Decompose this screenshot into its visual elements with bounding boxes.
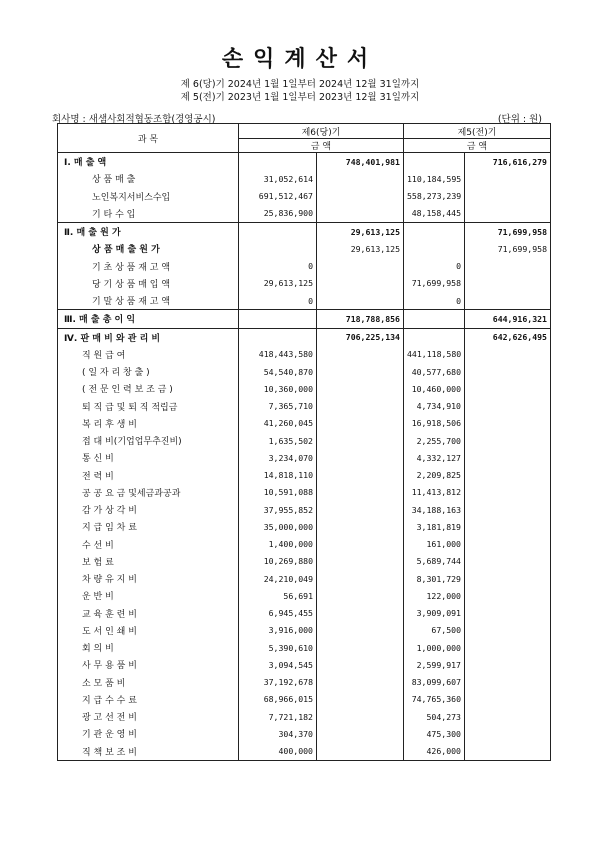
current-detail-amount: 54,540,870 [239,363,317,380]
previous-detail-amount: 558,273,239 [404,188,465,205]
current-detail-amount: 0 [239,292,317,310]
table-body [58,153,551,761]
previous-detail-amount [404,153,465,171]
header-previous-amount: 금 액 [404,139,551,153]
current-detail-amount: 1,400,000 [239,536,317,553]
row-label: 회 의 비 [58,639,239,656]
row-label: Ⅲ. 매 출 총 이 익 [58,310,239,328]
row-label: Ⅰ. 매 출 액 [58,153,239,171]
current-total-amount [317,380,404,397]
previous-total-amount [465,518,551,535]
previous-detail-amount: 4,332,127 [404,449,465,466]
previous-detail-amount: 4,734,910 [404,398,465,415]
table-row [58,275,551,292]
previous-detail-amount: 5,689,744 [404,553,465,570]
previous-total-amount: 71,699,958 [465,240,551,257]
table-row [58,536,551,553]
current-total-amount [317,518,404,535]
current-detail-amount: 10,269,880 [239,553,317,570]
table-row [58,398,551,415]
previous-total-amount [465,725,551,742]
current-total-amount [317,501,404,518]
current-total-amount [317,691,404,708]
previous-detail-amount [404,223,465,241]
current-detail-amount [239,223,317,241]
table-row [58,153,551,171]
table-row [58,674,551,691]
row-label: 사 무 용 품 비 [58,656,239,673]
unit-label: (단위 : 원) [497,114,542,125]
row-label: 접 대 비(기업업무추진비) [58,432,239,449]
table-row [58,258,551,275]
document-title: 손익계산서 [221,47,379,72]
header-subject: 과 목 [58,124,239,153]
row-label: 전 력 비 [58,467,239,484]
previous-total-amount [465,536,551,553]
previous-total-amount: 642,626,495 [465,328,551,346]
previous-detail-amount: 161,000 [404,536,465,553]
table-row [58,205,551,223]
table-row [58,170,551,187]
current-detail-amount: 24,210,049 [239,570,317,587]
table-row [58,346,551,363]
row-label: 도 서 인 쇄 비 [58,622,239,639]
row-label: 지 급 임 차 료 [58,518,239,535]
row-label: 소 모 품 비 [58,674,239,691]
previous-detail-amount: 2,255,700 [404,432,465,449]
current-total-amount: 706,225,134 [317,328,404,346]
row-label: 복 리 후 생 비 [58,415,239,432]
previous-detail-amount: 74,765,360 [404,691,465,708]
current-total-amount [317,639,404,656]
previous-detail-amount: 83,099,607 [404,674,465,691]
previous-total-amount [465,188,551,205]
previous-total-amount [465,170,551,187]
previous-total-amount [465,656,551,673]
row-label: 직 책 보 조 비 [58,743,239,761]
previous-total-amount [465,570,551,587]
previous-detail-amount: 0 [404,292,465,310]
current-detail-amount: 31,052,614 [239,170,317,187]
previous-detail-amount: 3,909,091 [404,605,465,622]
current-detail-amount: 5,390,610 [239,639,317,656]
previous-total-amount [465,292,551,310]
table-row [58,691,551,708]
current-detail-amount: 56,691 [239,587,317,604]
current-detail-amount: 418,443,580 [239,346,317,363]
previous-total-amount [465,743,551,761]
table-row [58,240,551,257]
table-row [58,449,551,466]
current-total-amount [317,449,404,466]
current-total-amount [317,275,404,292]
row-label: 기 관 운 영 비 [58,725,239,742]
previous-total-amount [465,674,551,691]
table-row [58,639,551,656]
header-current-period: 제6(당)기 [239,124,404,139]
income-statement-table [57,123,551,761]
current-detail-amount [239,153,317,171]
previous-detail-amount: 122,000 [404,587,465,604]
previous-total-amount [465,415,551,432]
row-label: 보 험 료 [58,553,239,570]
current-detail-amount: 3,234,070 [239,449,317,466]
current-total-amount [317,725,404,742]
current-detail-amount [239,328,317,346]
row-label: 광 고 선 전 비 [58,708,239,725]
current-detail-amount: 1,635,502 [239,432,317,449]
header-previous-period: 제5(전)기 [404,124,551,139]
row-label: 통 신 비 [58,449,239,466]
current-detail-amount: 37,955,852 [239,501,317,518]
current-total-amount [317,743,404,761]
current-total-amount: 718,788,856 [317,310,404,328]
current-detail-amount: 41,260,045 [239,415,317,432]
row-label: 직 원 급 여 [58,346,239,363]
previous-detail-amount: 71,699,958 [404,275,465,292]
row-label: 노인복지서비스수입 [58,188,239,205]
row-label: 감 가 상 각 비 [58,501,239,518]
previous-total-amount [465,691,551,708]
current-total-amount [317,484,404,501]
current-total-amount [317,363,404,380]
table-row [58,570,551,587]
period-current: 제 6(당)기 2024년 1월 1일부터 2024년 12월 31일까지 [180,79,420,90]
table-row [58,656,551,673]
previous-detail-amount: 67,500 [404,622,465,639]
current-total-amount [317,205,404,223]
row-label: ( 일 자 리 창 출 ) [58,363,239,380]
previous-total-amount: 716,616,279 [465,153,551,171]
previous-detail-amount [404,240,465,257]
row-label: 기 말 상 품 재 고 액 [58,292,239,310]
row-label: Ⅳ. 판 매 비 와 관 리 비 [58,328,239,346]
row-label: 공 공 요 금 및세금과공과 [58,484,239,501]
table-row [58,743,551,761]
current-total-amount [317,188,404,205]
previous-detail-amount: 2,599,917 [404,656,465,673]
table-row [58,380,551,397]
previous-total-amount [465,258,551,275]
previous-total-amount [465,398,551,415]
current-detail-amount: 7,721,182 [239,708,317,725]
previous-total-amount [465,553,551,570]
current-total-amount [317,415,404,432]
row-label: 당 기 상 품 매 입 액 [58,275,239,292]
current-total-amount [317,536,404,553]
table-row [58,223,551,241]
previous-total-amount: 644,916,321 [465,310,551,328]
previous-total-amount [465,363,551,380]
previous-total-amount [465,605,551,622]
previous-total-amount [465,346,551,363]
table-row [58,708,551,725]
row-label: 교 육 훈 련 비 [58,605,239,622]
previous-total-amount [465,380,551,397]
current-total-amount [317,258,404,275]
current-detail-amount: 691,512,467 [239,188,317,205]
row-label: 차 량 유 지 비 [58,570,239,587]
current-detail-amount: 29,613,125 [239,275,317,292]
previous-detail-amount: 3,181,819 [404,518,465,535]
previous-total-amount [465,639,551,656]
previous-total-amount [465,708,551,725]
current-total-amount [317,708,404,725]
company-name: 회사명 : 새샘사회적협동조합(경영공시) [52,114,216,125]
current-total-amount [317,553,404,570]
row-label: 상 품 매 출 원 가 [58,240,239,257]
table-row [58,622,551,639]
previous-detail-amount: 0 [404,258,465,275]
current-total-amount [317,622,404,639]
previous-total-amount: 71,699,958 [465,223,551,241]
table-row [58,415,551,432]
row-label: 상 품 매 출 [58,170,239,187]
current-detail-amount: 3,916,000 [239,622,317,639]
current-total-amount [317,170,404,187]
current-detail-amount: 25,836,900 [239,205,317,223]
table-row [58,292,551,310]
current-total-amount [317,605,404,622]
previous-detail-amount: 11,413,812 [404,484,465,501]
table-row [58,553,551,570]
current-detail-amount: 14,818,110 [239,467,317,484]
current-total-amount [317,570,404,587]
current-detail-amount: 10,360,000 [239,380,317,397]
previous-detail-amount: 441,118,580 [404,346,465,363]
table-row [58,501,551,518]
previous-detail-amount: 426,000 [404,743,465,761]
table-row [58,587,551,604]
current-detail-amount: 68,966,015 [239,691,317,708]
previous-total-amount [465,484,551,501]
header-current-amount: 금 액 [239,139,404,153]
previous-total-amount [465,275,551,292]
table-row [58,310,551,328]
current-total-amount: 29,613,125 [317,240,404,257]
row-label: ( 전 문 인 력 보 조 금 ) [58,380,239,397]
previous-detail-amount: 110,184,595 [404,170,465,187]
current-total-amount [317,674,404,691]
row-label: 기 타 수 입 [58,205,239,223]
previous-detail-amount: 40,577,680 [404,363,465,380]
table-row [58,467,551,484]
previous-total-amount [465,449,551,466]
current-detail-amount: 0 [239,258,317,275]
previous-detail-amount: 16,918,506 [404,415,465,432]
previous-total-amount [465,501,551,518]
period-previous: 제 5(전)기 2023년 1월 1일부터 2023년 12월 31일까지 [180,92,420,103]
previous-total-amount [465,205,551,223]
row-label: 기 초 상 품 재 고 액 [58,258,239,275]
previous-detail-amount: 8,301,729 [404,570,465,587]
previous-detail-amount: 2,209,825 [404,467,465,484]
row-label: 지 급 수 수 료 [58,691,239,708]
previous-detail-amount: 475,300 [404,725,465,742]
previous-total-amount [465,587,551,604]
table-row [58,328,551,346]
table-row [58,518,551,535]
current-detail-amount: 35,000,000 [239,518,317,535]
table-row [58,605,551,622]
previous-total-amount [465,432,551,449]
current-total-amount [317,587,404,604]
table-row [58,432,551,449]
current-detail-amount: 3,094,545 [239,656,317,673]
current-detail-amount: 304,370 [239,725,317,742]
row-label: Ⅱ. 매 출 원 가 [58,223,239,241]
previous-detail-amount: 34,188,163 [404,501,465,518]
table-row [58,484,551,501]
previous-total-amount [465,467,551,484]
current-detail-amount: 10,591,088 [239,484,317,501]
previous-detail-amount: 1,000,000 [404,639,465,656]
row-label: 퇴 직 급 및 퇴 직 적립금 [58,398,239,415]
current-detail-amount: 7,365,710 [239,398,317,415]
table-row [58,363,551,380]
current-total-amount [317,467,404,484]
current-total-amount [317,432,404,449]
previous-detail-amount: 48,158,445 [404,205,465,223]
current-total-amount [317,292,404,310]
table-row [58,188,551,205]
row-label: 수 선 비 [58,536,239,553]
current-total-amount: 29,613,125 [317,223,404,241]
current-total-amount: 748,401,981 [317,153,404,171]
row-label: 운 반 비 [58,587,239,604]
current-detail-amount: 37,192,678 [239,674,317,691]
current-total-amount [317,346,404,363]
current-detail-amount [239,310,317,328]
previous-detail-amount: 504,273 [404,708,465,725]
previous-detail-amount: 10,460,000 [404,380,465,397]
previous-detail-amount [404,310,465,328]
current-detail-amount [239,240,317,257]
current-detail-amount: 6,945,455 [239,605,317,622]
previous-detail-amount [404,328,465,346]
current-total-amount [317,398,404,415]
table-row [58,725,551,742]
previous-total-amount [465,622,551,639]
current-total-amount [317,656,404,673]
current-detail-amount: 400,000 [239,743,317,761]
